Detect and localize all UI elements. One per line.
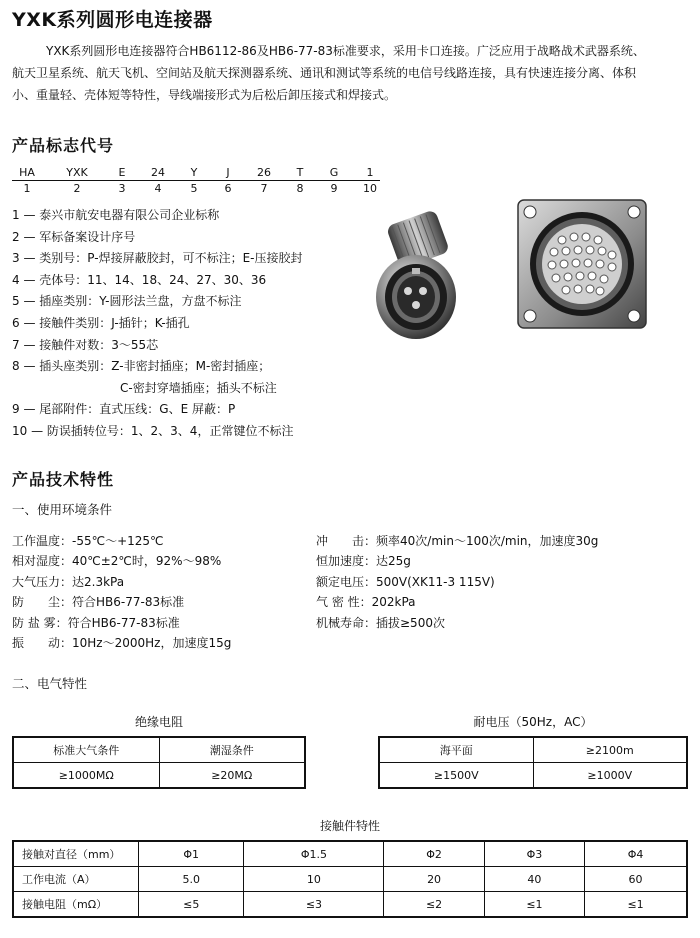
env-item: 额定电压：500V(XK11-3 115V)	[316, 574, 495, 589]
code-number: 3	[118, 182, 126, 195]
intro-line: 小、重量轻、壳体短等特性，导线端接形式为后松后卸压接式和焊接式。	[12, 88, 397, 102]
table-cell: Φ3	[484, 841, 584, 867]
table-cell: 60	[585, 867, 687, 892]
code-description: 2 — 军标备案设计序号	[12, 229, 136, 244]
table-cell: 20	[384, 867, 484, 892]
table-cell: Φ4	[585, 841, 687, 867]
table-header-cell: 标准大气条件	[13, 737, 159, 763]
table-cell: ≥1000MΩ	[13, 763, 159, 789]
code-cell: 26	[254, 166, 274, 181]
intro-line: 航天卫星系统、航天飞机、空间站及航天探测器系统、通讯和测试等系统的电信号线路连接，具有快速连接分离、体积	[12, 66, 637, 80]
code-description-list	[12, 205, 302, 443]
table-cell: ≥1500V	[379, 763, 533, 789]
code-number: 7	[260, 182, 268, 195]
plug-connector-image	[376, 209, 456, 339]
table-cell: 海平面	[379, 737, 533, 763]
table-cell: 5.0	[139, 867, 244, 892]
code-number: 8	[296, 182, 304, 195]
env-item: 振 动：10Hz～2000Hz，加速度15g	[12, 636, 232, 651]
table-cell: ≤5	[139, 892, 244, 918]
env-item: 恒加速度：达25g	[316, 554, 411, 569]
table-cell: 40	[484, 867, 584, 892]
code-description: 10 — 防误插转位号：1、2、3、4，正常键位不标注	[12, 423, 294, 438]
env-item: 相对湿度：40℃±2℃时，92%～98%	[12, 554, 222, 569]
code-description: 4 — 壳体号：11、14、18、24、27、30、36	[12, 272, 267, 287]
code-number: 5	[190, 182, 198, 195]
table-cell: ≥20MΩ	[159, 763, 305, 789]
env-item: 防 尘：符合HB6-77-83标准	[12, 595, 185, 610]
code-cell: G	[326, 166, 342, 181]
code-cell: T	[292, 166, 308, 181]
page-title: YXK系列圆形电连接器	[12, 9, 213, 31]
table-header-cell: 工作电流（A）	[13, 867, 139, 892]
env-item: 气 密 性：202kPa	[316, 595, 416, 610]
code-number: 10	[363, 182, 377, 195]
table-cell: Φ1	[139, 841, 244, 867]
env-item: 冲 击：频率40次/min～100次/min，加速度30g	[316, 534, 599, 548]
insulation-table	[12, 736, 306, 789]
table-cell: ≤2	[384, 892, 484, 918]
insulation-title: 绝缘电阻	[134, 715, 183, 729]
table-cell: ≥2100m	[533, 737, 687, 763]
code-description: 9 — 尾部附件：直式压线：G、E 屏蔽：P	[12, 402, 236, 417]
code-description: 8 — 插头座类别：Z-非密封插座；M-密封插座；	[12, 359, 271, 374]
code-cell: Y	[186, 166, 202, 181]
contact-table	[12, 840, 688, 918]
code-number: 9	[330, 182, 338, 195]
code-description: 6 — 接触件类别：J-插针；K-插孔	[12, 315, 190, 330]
intro-line: YXK系列圆形电连接器符合HB6112-86及HB6-77-83标准要求，采用卡口连接。广泛应用于战略战术武器系统、	[46, 44, 645, 58]
product-code-table	[12, 166, 380, 195]
contact-title: 接触件特性	[319, 819, 380, 833]
code-description: 7 — 接触件对数：3～55芯	[12, 337, 159, 352]
product-photos	[370, 195, 695, 350]
code-section-heading: 产品标志代号	[12, 136, 115, 155]
env-item: 防 盐 雾：符合HB6-77-83标准	[12, 615, 180, 630]
code-number: 2	[73, 182, 81, 195]
receptacle-connector-image	[518, 200, 646, 328]
env-item: 大气压力：达2.3kPa	[12, 574, 125, 589]
voltage-title: 耐电压（50Hz，AC）	[473, 715, 593, 729]
code-cell: E	[114, 166, 130, 181]
code-cell: J	[220, 166, 236, 181]
elec-heading: 二、电气特性	[12, 676, 88, 691]
intro-paragraph	[12, 40, 692, 106]
env-item: 工作温度：-55℃～+125℃	[12, 534, 164, 548]
table-header-cell: 接触电阻（mΩ）	[13, 892, 139, 918]
env-left-list	[12, 531, 231, 653]
code-cell: 24	[148, 166, 168, 181]
code-description: 3 — 类别号：P-焊接屏蔽胶封，可不标注；E-压接胶封	[12, 251, 303, 266]
table-cell: Φ1.5	[244, 841, 384, 867]
table-cell: Φ2	[384, 841, 484, 867]
code-cell: YXK	[60, 166, 94, 181]
code-description: C-密封穿墙插座；插头不标注	[120, 380, 277, 395]
table-header-cell: 接触对直径（mm）	[13, 841, 139, 867]
code-number: 1	[23, 182, 31, 195]
code-description: 1 — 泰兴市航安电器有限公司企业标称	[12, 208, 220, 222]
code-cell: HA	[12, 166, 42, 181]
code-number: 4	[154, 182, 162, 195]
code-description: 5 — 插座类别：Y-圆形法兰盘，方盘不标注	[12, 294, 242, 309]
table-cell: ≥1000V	[533, 763, 687, 789]
env-heading: 一、使用环境条件	[12, 502, 113, 517]
table-cell: ≤1	[585, 892, 687, 918]
table-cell: 10	[244, 867, 384, 892]
table-cell: ≤1	[484, 892, 584, 918]
env-right-list	[316, 531, 598, 633]
code-cell: 1	[360, 166, 380, 181]
table-cell: ≤3	[244, 892, 384, 918]
code-number: 6	[224, 182, 232, 195]
tech-section-heading: 产品技术特性	[12, 470, 115, 489]
table-header-cell: 潮湿条件	[159, 737, 305, 763]
voltage-table	[378, 736, 688, 789]
env-item: 机械寿命：插拔≥500次	[316, 615, 445, 630]
